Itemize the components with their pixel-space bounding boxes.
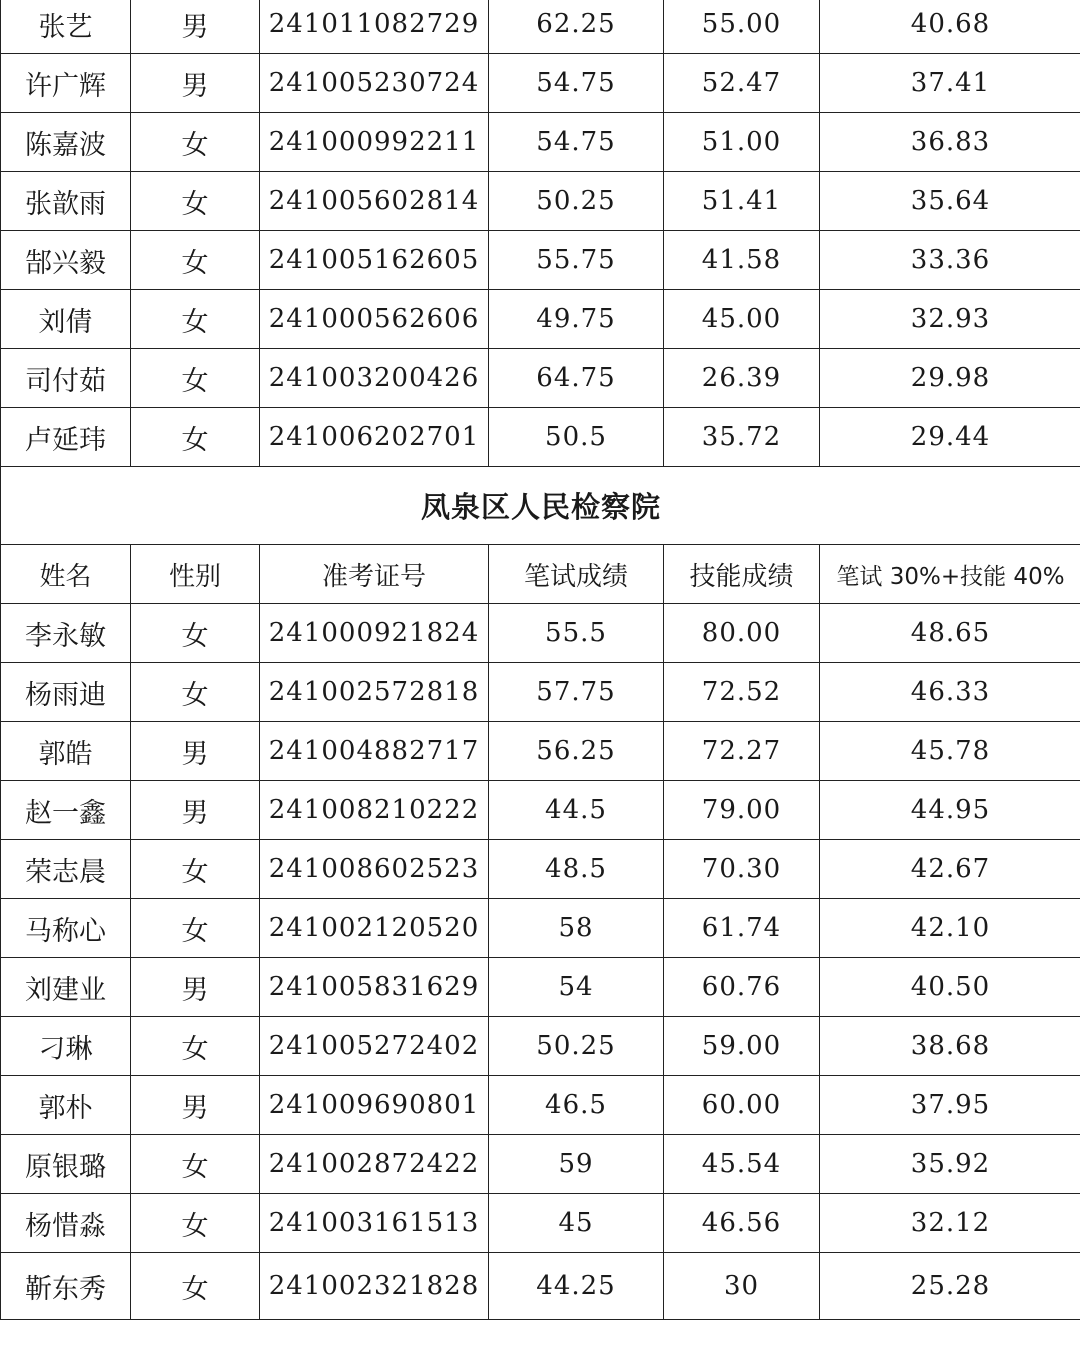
- name-cell: 刘倩: [1, 290, 131, 349]
- gender-cell: 女: [131, 172, 260, 231]
- skill-score-cell: 60.76: [664, 958, 820, 1017]
- written-score-cell: 48.5: [489, 840, 664, 899]
- table-row: [1, 1253, 1080, 1320]
- table-row: [1, 172, 1080, 231]
- skill-score-cell: 46.56: [664, 1194, 820, 1253]
- gender-cell: 女: [131, 231, 260, 290]
- exam-id-cell: 241008602523: [260, 840, 489, 899]
- gender-cell: 女: [131, 1253, 260, 1320]
- combined-score-cell: 32.12: [820, 1194, 1080, 1253]
- name-cell: 刁琳: [1, 1017, 131, 1076]
- written-score-cell: 46.5: [489, 1076, 664, 1135]
- written-score-cell: 45: [489, 1194, 664, 1253]
- written-score-cell: 56.25: [489, 722, 664, 781]
- skill-score-cell: 60.00: [664, 1076, 820, 1135]
- gender-cell: 男: [131, 54, 260, 113]
- combined-score-cell: 37.95: [820, 1076, 1080, 1135]
- table-row: [1, 958, 1080, 1017]
- exam-id-cell: 241002872422: [260, 1135, 489, 1194]
- written-score-cell: 54.75: [489, 54, 664, 113]
- gender-cell: 男: [131, 958, 260, 1017]
- table-row: [1, 840, 1080, 899]
- header-combined-score: 笔试 30%+技能 40%: [820, 545, 1080, 604]
- table-row: [1, 349, 1080, 408]
- skill-score-cell: 51.00: [664, 113, 820, 172]
- exam-id-cell: 241009690801: [260, 1076, 489, 1135]
- name-cell: 卢延玮: [1, 408, 131, 467]
- table-row: [1, 1017, 1080, 1076]
- table-row: [1, 663, 1080, 722]
- combined-score-cell: 40.68: [820, 0, 1080, 54]
- gender-cell: 女: [131, 113, 260, 172]
- skill-score-cell: 52.47: [664, 54, 820, 113]
- skill-score-cell: 61.74: [664, 899, 820, 958]
- skill-score-cell: 72.52: [664, 663, 820, 722]
- combined-score-cell: 32.93: [820, 290, 1080, 349]
- written-score-cell: 50.25: [489, 172, 664, 231]
- exam-id-cell: 241000562606: [260, 290, 489, 349]
- header-exam-id: 准考证号: [260, 545, 489, 604]
- name-cell: 郭朴: [1, 1076, 131, 1135]
- table-row: [1, 1135, 1080, 1194]
- skill-score-cell: 45.54: [664, 1135, 820, 1194]
- skill-score-cell: 35.72: [664, 408, 820, 467]
- name-cell: 郜兴毅: [1, 231, 131, 290]
- combined-score-cell: 38.68: [820, 1017, 1080, 1076]
- header-gender: 性别: [131, 545, 260, 604]
- gender-cell: 女: [131, 1017, 260, 1076]
- table-row: [1, 290, 1080, 349]
- table-row: [1, 408, 1080, 467]
- exam-id-cell: 241008210222: [260, 781, 489, 840]
- written-score-cell: 59: [489, 1135, 664, 1194]
- table-row: [1, 1076, 1080, 1135]
- combined-score-cell: 29.98: [820, 349, 1080, 408]
- written-score-cell: 50.25: [489, 1017, 664, 1076]
- combined-score-cell: 37.41: [820, 54, 1080, 113]
- skill-score-cell: 51.41: [664, 172, 820, 231]
- skill-score-cell: 30: [664, 1253, 820, 1320]
- section-title: 凤泉区人民检察院: [1, 467, 1080, 545]
- combined-score-cell: 33.36: [820, 231, 1080, 290]
- table-row: [1, 604, 1080, 663]
- exam-id-cell: 241004882717: [260, 722, 489, 781]
- exam-id-cell: 241002321828: [260, 1253, 489, 1320]
- name-cell: 张艺: [1, 0, 131, 54]
- gender-cell: 女: [131, 1194, 260, 1253]
- name-cell: 陈嘉波: [1, 113, 131, 172]
- combined-score-cell: 46.33: [820, 663, 1080, 722]
- gender-cell: 男: [131, 722, 260, 781]
- gender-cell: 女: [131, 840, 260, 899]
- written-score-cell: 57.75: [489, 663, 664, 722]
- name-cell: 赵一鑫: [1, 781, 131, 840]
- score-table-body: [1, 0, 1080, 1320]
- name-cell: 荣志晨: [1, 840, 131, 899]
- gender-cell: 女: [131, 290, 260, 349]
- exam-id-cell: 241002120520: [260, 899, 489, 958]
- combined-score-cell: 42.67: [820, 840, 1080, 899]
- gender-cell: 男: [131, 1076, 260, 1135]
- exam-id-cell: 241000992211: [260, 113, 489, 172]
- header-name: 姓名: [1, 545, 131, 604]
- skill-score-cell: 41.58: [664, 231, 820, 290]
- table-row: [1, 899, 1080, 958]
- combined-score-cell: 48.65: [820, 604, 1080, 663]
- skill-score-cell: 26.39: [664, 349, 820, 408]
- skill-score-cell: 79.00: [664, 781, 820, 840]
- skill-score-cell: 59.00: [664, 1017, 820, 1076]
- written-score-cell: 55.5: [489, 604, 664, 663]
- skill-score-cell: 45.00: [664, 290, 820, 349]
- written-score-cell: 44.5: [489, 781, 664, 840]
- written-score-cell: 58: [489, 899, 664, 958]
- name-cell: 杨惜淼: [1, 1194, 131, 1253]
- name-cell: 靳东秀: [1, 1253, 131, 1320]
- name-cell: 郭皓: [1, 722, 131, 781]
- table-row: [1, 54, 1080, 113]
- exam-id-cell: 241005230724: [260, 54, 489, 113]
- exam-id-cell: 241003161513: [260, 1194, 489, 1253]
- table-row: [1, 0, 1080, 54]
- table-row: [1, 722, 1080, 781]
- name-cell: 张歆雨: [1, 172, 131, 231]
- exam-id-cell: 241005602814: [260, 172, 489, 231]
- section-title-row: [1, 467, 1080, 545]
- gender-cell: 男: [131, 781, 260, 840]
- combined-score-cell: 40.50: [820, 958, 1080, 1017]
- gender-cell: 女: [131, 899, 260, 958]
- table-row: [1, 1194, 1080, 1253]
- gender-cell: 女: [131, 1135, 260, 1194]
- name-cell: 刘建业: [1, 958, 131, 1017]
- table-row: [1, 113, 1080, 172]
- name-cell: 许广辉: [1, 54, 131, 113]
- written-score-cell: 64.75: [489, 349, 664, 408]
- combined-score-cell: 25.28: [820, 1253, 1080, 1320]
- written-score-cell: 54: [489, 958, 664, 1017]
- written-score-cell: 49.75: [489, 290, 664, 349]
- exam-id-cell: 241005272402: [260, 1017, 489, 1076]
- header-written-score: 笔试成绩: [489, 545, 664, 604]
- combined-score-cell: 36.83: [820, 113, 1080, 172]
- gender-cell: 女: [131, 408, 260, 467]
- name-cell: 司付茹: [1, 349, 131, 408]
- skill-score-cell: 55.00: [664, 0, 820, 54]
- written-score-cell: 54.75: [489, 113, 664, 172]
- combined-score-cell: 42.10: [820, 899, 1080, 958]
- table-row: [1, 231, 1080, 290]
- skill-score-cell: 80.00: [664, 604, 820, 663]
- written-score-cell: 50.5: [489, 408, 664, 467]
- gender-cell: 女: [131, 349, 260, 408]
- table-row: [1, 781, 1080, 840]
- exam-id-cell: 241002572818: [260, 663, 489, 722]
- skill-score-cell: 72.27: [664, 722, 820, 781]
- name-cell: 杨雨迪: [1, 663, 131, 722]
- written-score-cell: 55.75: [489, 231, 664, 290]
- combined-score-cell: 35.64: [820, 172, 1080, 231]
- gender-cell: 男: [131, 0, 260, 54]
- name-cell: 马称心: [1, 899, 131, 958]
- exam-id-cell: 241005831629: [260, 958, 489, 1017]
- name-cell: 原银璐: [1, 1135, 131, 1194]
- written-score-cell: 44.25: [489, 1253, 664, 1320]
- header-row: [1, 545, 1080, 604]
- exam-id-cell: 241011082729: [260, 0, 489, 54]
- combined-score-cell: 35.92: [820, 1135, 1080, 1194]
- gender-cell: 女: [131, 663, 260, 722]
- combined-score-cell: 44.95: [820, 781, 1080, 840]
- exam-id-cell: 241003200426: [260, 349, 489, 408]
- combined-score-cell: 45.78: [820, 722, 1080, 781]
- exam-id-cell: 241006202701: [260, 408, 489, 467]
- name-cell: 李永敏: [1, 604, 131, 663]
- gender-cell: 女: [131, 604, 260, 663]
- header-skill-score: 技能成绩: [664, 545, 820, 604]
- exam-id-cell: 241000921824: [260, 604, 489, 663]
- written-score-cell: 62.25: [489, 0, 664, 54]
- combined-score-cell: 29.44: [820, 408, 1080, 467]
- exam-id-cell: 241005162605: [260, 231, 489, 290]
- skill-score-cell: 70.30: [664, 840, 820, 899]
